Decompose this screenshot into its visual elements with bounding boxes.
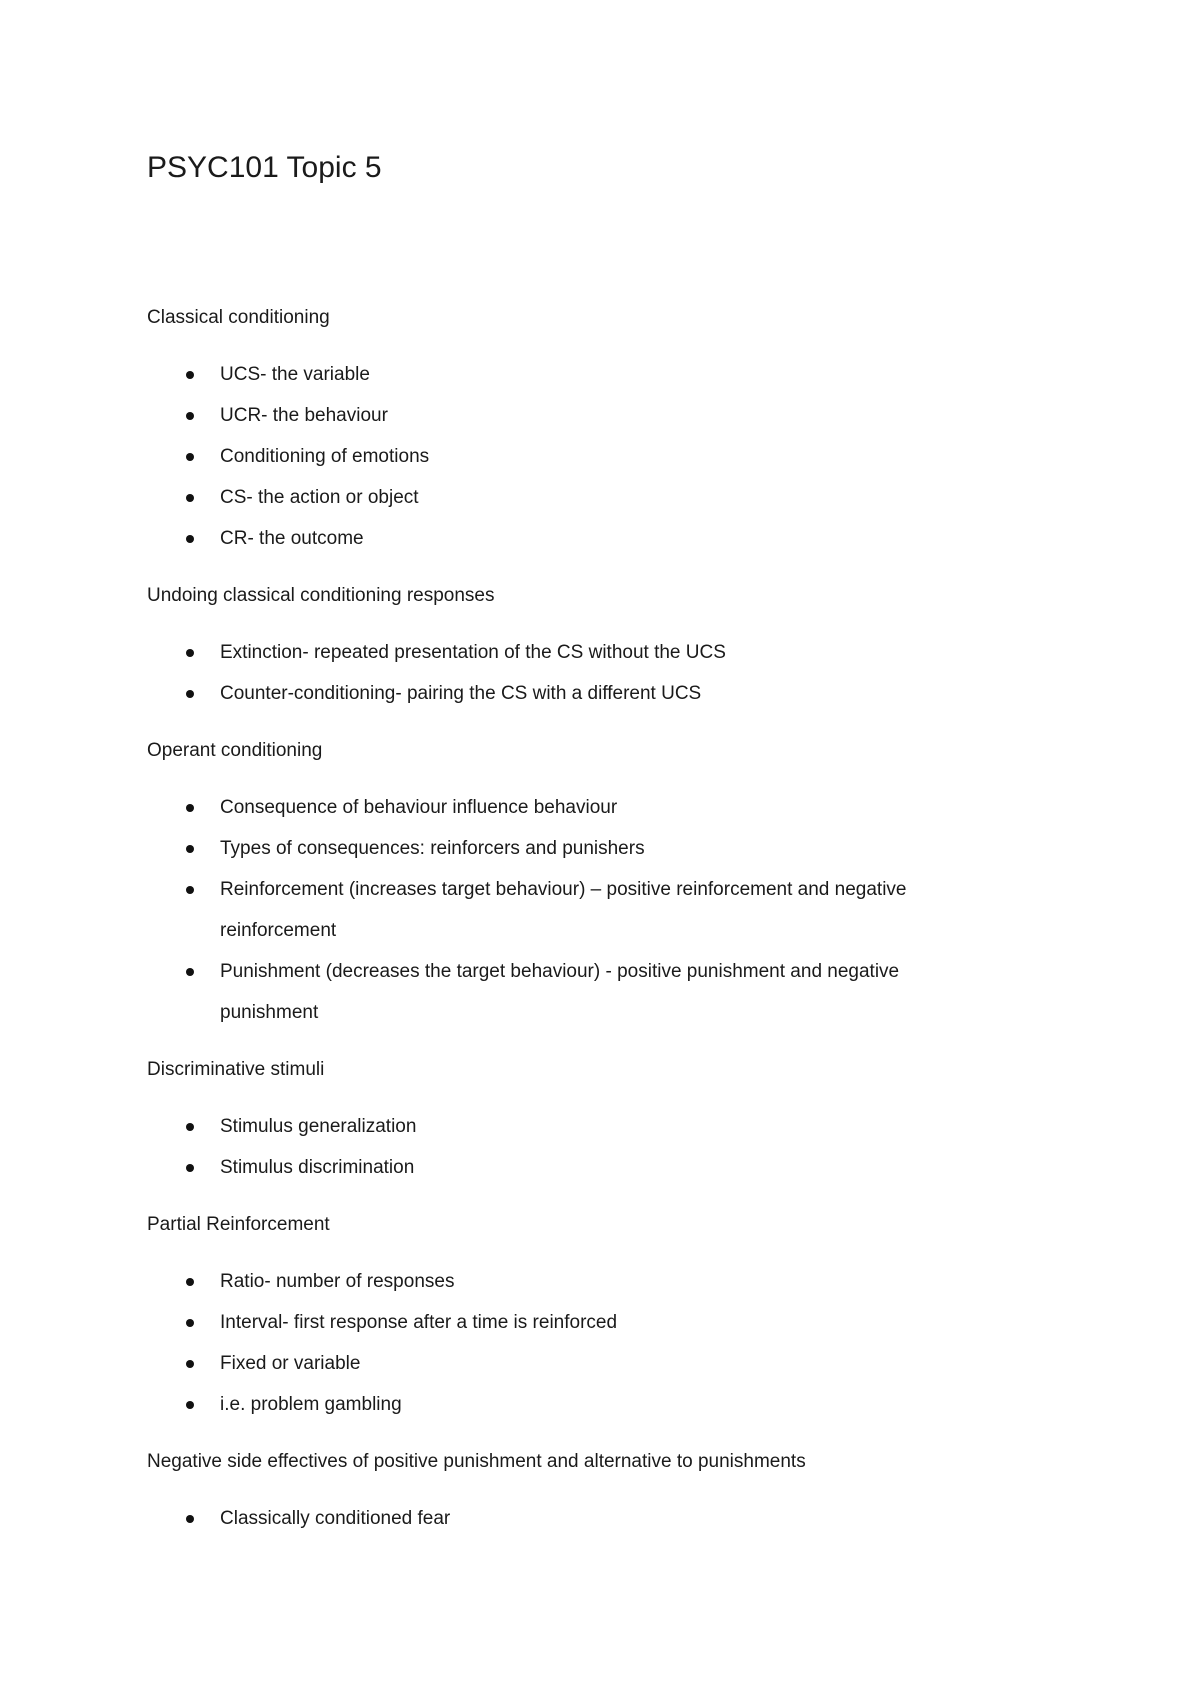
list-item [147,1106,987,1147]
bullet-list [147,1261,987,1425]
bullet-icon [186,1319,194,1327]
bullet-icon [186,690,194,698]
list-item-text: Extinction- repeated presentation of the CS without the UCS [220,642,726,663]
list-item-text: Types of consequences: reinforcers and punishers [220,838,645,859]
bullet-icon [186,886,194,894]
list-item-text: i.e. problem gambling [220,1394,402,1415]
section-undoing-classical-conditioning [147,575,987,714]
list-item-text: Ratio- number of responses [220,1271,455,1292]
list-item [147,1261,987,1302]
section-operant-conditioning [147,730,987,1033]
page-title: PSYC101 Topic 5 [147,151,382,184]
list-item-text: CR- the outcome [220,528,364,549]
list-item [147,1343,987,1384]
list-item-text: UCR- the behaviour [220,405,388,426]
bullet-icon [186,1164,194,1172]
document-body [147,297,987,1555]
bullet-icon [186,845,194,853]
section-discriminative-stimuli [147,1049,987,1188]
bullet-icon [186,1360,194,1368]
bullet-list [147,787,987,1033]
section-heading: Operant conditioning [147,740,323,761]
bullet-list [147,1498,987,1539]
bullet-icon [186,1401,194,1409]
bullet-icon [186,1515,194,1523]
list-item [147,354,987,395]
section-heading: Negative side effectives of positive punishment and alternative to punishments [147,1451,806,1472]
list-item [147,828,987,869]
section-heading: Undoing classical conditioning responses [147,585,495,606]
list-item-text: Stimulus generalization [220,1116,417,1137]
bullet-icon [186,494,194,502]
list-item-text: Classically conditioned fear [220,1508,451,1529]
bullet-icon [186,649,194,657]
bullet-icon [186,804,194,812]
section-heading: Partial Reinforcement [147,1214,330,1235]
list-item [147,477,987,518]
bullet-icon [186,1278,194,1286]
bullet-icon [186,412,194,420]
list-item-text: UCS- the variable [220,364,370,385]
list-item-text: Conditioning of emotions [220,446,430,467]
bullet-icon [186,453,194,461]
list-item [147,1384,987,1425]
list-item-text: Punishment (decreases the target behaviour) - positive punishment and negative punishment [220,961,900,1023]
list-item [147,632,987,673]
list-item-text: Fixed or variable [220,1353,361,1374]
list-item-text: Interval- first response after a time is reinforced [220,1312,618,1333]
list-item [147,1302,987,1343]
bullet-list [147,1106,987,1188]
list-item-text: Reinforcement (increases target behaviour) – positive reinforcement and negative reinforcement [220,879,907,941]
list-item [147,1147,987,1188]
list-item [147,951,987,1033]
list-item [147,436,987,477]
list-item-text: CS- the action or object [220,487,419,508]
list-item-text: Stimulus discrimination [220,1157,415,1178]
bullet-icon [186,371,194,379]
list-item [147,869,987,951]
section-negative-side-effects [147,1441,987,1539]
bullet-list [147,632,987,714]
list-item-text: Counter-conditioning- pairing the CS with a different UCS [220,683,702,704]
list-item [147,787,987,828]
section-heading: Discriminative stimuli [147,1059,325,1080]
section-partial-reinforcement [147,1204,987,1425]
bullet-icon [186,535,194,543]
section-heading: Classical conditioning [147,307,330,328]
section-classical-conditioning [147,297,987,559]
bullet-list [147,354,987,559]
bullet-icon [186,1123,194,1131]
list-item [147,518,987,559]
list-item [147,1498,987,1539]
bullet-icon [186,968,194,976]
list-item [147,673,987,714]
list-item-text: Consequence of behaviour influence behaviour [220,797,618,818]
list-item [147,395,987,436]
